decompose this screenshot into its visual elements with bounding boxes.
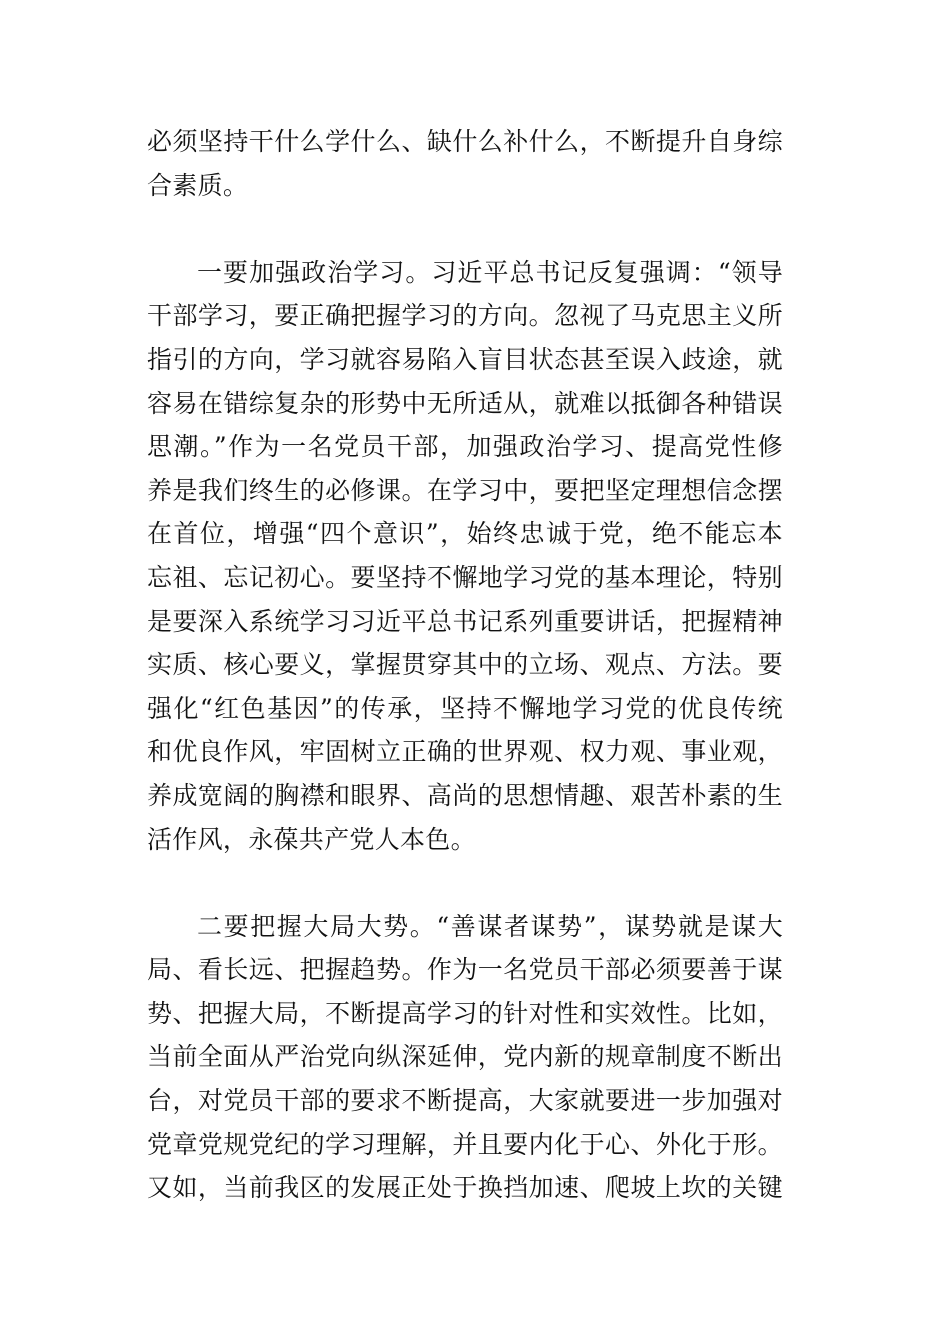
paragraph-political-study (147, 251, 783, 861)
paragraph-gap (147, 861, 783, 905)
text-line: 又如，当前我区的发展正处于换挡加速、爬坡上坎的关键 (147, 1173, 783, 1203)
text-line: 养是我们终生的必修课。在学习中，要把坚定理想信念摆 (147, 475, 783, 505)
text-line: 干部学习，要正确把握学习的方向。忽视了马克思主义所 (147, 301, 783, 331)
text-line: 当前全面从严治党向纵深延伸，党内新的规章制度不断出 (147, 1042, 783, 1072)
text-line: 必须坚持干什么学什么、缺什么补什么，不断提升自身综 (147, 127, 783, 156)
text-line: 养成宽阔的胸襟和眼界、高尚的思想情趣、艰苦朴素的生 (147, 780, 783, 810)
text-line: 二要把握大局大势。“善谋者谋势”，谋势就是谋大 (197, 911, 783, 941)
paragraph-gap (147, 207, 783, 251)
paragraph-overall-situation (147, 905, 783, 1210)
text-line: 势、把握大局，不断提高学习的针对性和实效性。比如， (147, 998, 783, 1028)
text-line: 合素质。 (147, 170, 249, 200)
text-line: 台，对党员干部的要求不断提高，大家就要进一步加强对 (147, 1086, 783, 1116)
text-line: 在首位，增强“四个意识”，始终忠诚于党，绝不能忘本 (147, 519, 783, 549)
text-line: 党章党规党纪的学习理解，并且要内化于心、外化于形。 (147, 1129, 783, 1159)
text-line: 忘祖、忘记初心。要坚持不懈地学习党的基本理论，特别 (147, 562, 783, 592)
document-page (147, 120, 783, 1210)
text-line: 是要深入系统学习习近平总书记系列重要讲话，把握精神 (147, 606, 783, 636)
text-line: 强化“红色基因”的传承，坚持不懈地学习党的优良传统 (147, 693, 783, 723)
text-line: 思潮。”作为一名党员干部，加强政治学习、提高党性修 (147, 432, 783, 462)
text-line: 容易在错综复杂的形势中无所适从，就难以抵御各种错误 (147, 388, 783, 418)
text-line: 和优良作风，牢固树立正确的世界观、权力观、事业观， (147, 737, 783, 767)
text-line: 一要加强政治学习。习近平总书记反复强调：“领导 (197, 257, 783, 287)
text-line: 活作风，永葆共产党人本色。 (147, 824, 476, 854)
paragraph-continuation (147, 120, 783, 207)
text-line: 指引的方向，学习就容易陷入盲目状态甚至误入歧途，就 (147, 344, 783, 374)
text-line: 局、看长远、把握趋势。作为一名党员干部必须要善于谋 (147, 955, 783, 985)
text-line: 实质、核心要义，掌握贯穿其中的立场、观点、方法。要 (147, 650, 783, 680)
